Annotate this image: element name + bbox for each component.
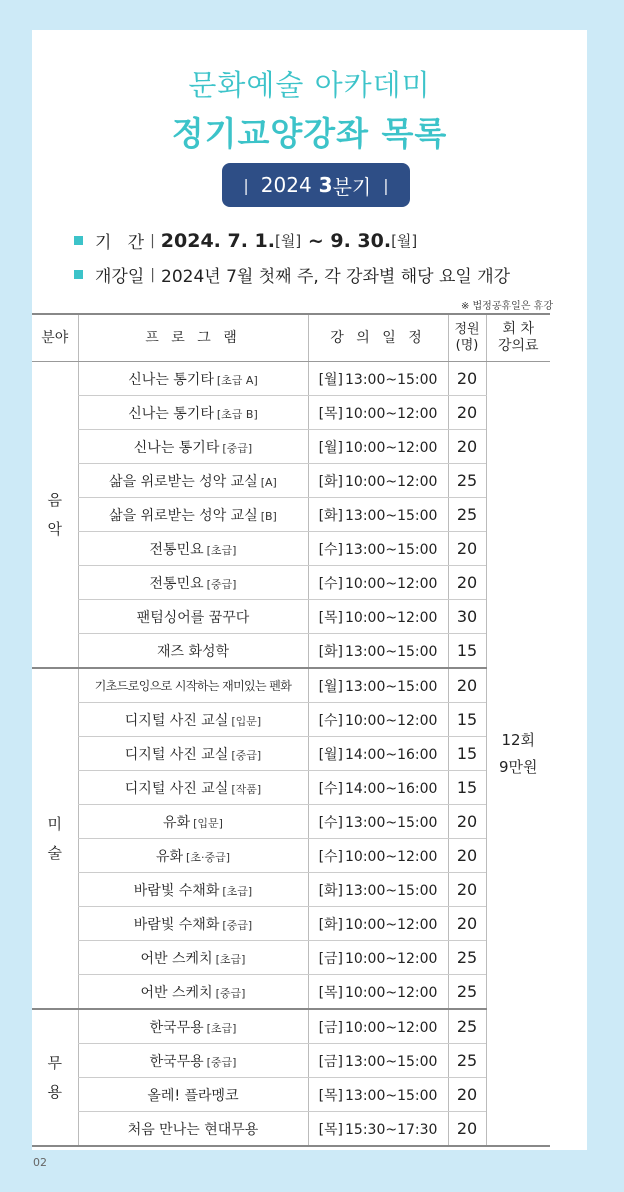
program-title: 전통민요 [149,541,204,558]
schedule-cell [308,464,448,498]
schedule-cell [308,600,448,634]
table-row [32,737,550,771]
capacity-cell: 25 [448,464,486,498]
table-row [32,703,550,737]
opening-label: 개강일 [95,267,145,287]
table-row [32,600,550,634]
program-cell [78,873,308,907]
schedule-day: [화] [318,473,344,490]
capacity-cell: 20 [448,907,486,941]
category-cell: 무 용 [32,1009,78,1146]
schedule-cell [308,771,448,805]
academy-title: 문화예술 아카데미 [188,68,431,102]
table-row [32,1009,550,1044]
capacity-cell: 15 [448,634,486,669]
period-label: 기 간 [95,233,145,253]
schedule-cell [308,362,448,396]
schedule-cell [308,805,448,839]
program-title: 신나는 통기타 [133,439,220,456]
program-level-tag: [입문] [193,816,223,830]
program-cell [78,668,308,703]
table-row [32,362,550,396]
header-fee: 회 차 강의료 [486,314,550,362]
capacity-cell: 20 [448,1078,486,1112]
capacity-cell: 30 [448,600,486,634]
category-cell: 미 술 [32,668,78,1009]
schedule-time: 10:00~12:00 [345,1019,438,1036]
schedule-time: 13:00~15:00 [345,814,438,831]
divider-bar: | [150,232,155,249]
capacity-cell: 20 [448,430,486,464]
schedule-day: [수] [318,780,344,797]
table-row [32,805,550,839]
capacity-cell: 25 [448,1009,486,1044]
program-level-tag: [초급] [206,1021,237,1035]
capacity-cell: 20 [448,532,486,566]
schedule-time: 10:00~12:00 [345,848,438,865]
schedule-time: 10:00~12:00 [345,439,438,456]
header-program: 프 로 그 램 [78,314,308,362]
schedule-day: [수] [318,712,344,729]
program-cell [78,839,308,873]
program-cell [78,1009,308,1044]
table-row [32,634,550,669]
program-cell [78,805,308,839]
program-title: 한국무용 [149,1019,204,1036]
quarter-unit: 분기 [332,174,372,199]
schedule-day: [목] [318,984,344,1001]
table-row [32,839,550,873]
schedule-day: [월] [318,678,344,695]
program-level-tag: [초급] [215,952,246,966]
program-cell [78,600,308,634]
program-level-tag: [초급] [206,543,237,557]
schedule-time: 13:00~15:00 [345,541,438,558]
schedule-cell [308,566,448,600]
table-row [32,396,550,430]
table-row [32,464,550,498]
schedule-time: 10:00~12:00 [345,916,438,933]
opening-text: 2024년 7월 첫째 주, 각 강좌별 해당 요일 개강 [161,267,511,287]
schedule-cell [308,1112,448,1147]
program-title: 전통민요 [149,575,204,592]
page-number: 02 [33,1156,47,1169]
schedule-time: 10:00~12:00 [345,712,438,729]
program-cell [78,362,308,396]
divider-bar: | [150,266,155,283]
table-row [32,771,550,805]
schedule-day: [수] [318,848,344,865]
header-capacity: 정원 (명) [448,314,486,362]
capacity-cell: 15 [448,737,486,771]
program-level-tag: [입문] [231,714,262,728]
program-level-tag: [초급 A] [216,373,258,387]
capacity-cell: 15 [448,703,486,737]
bullet-square-icon [74,236,83,245]
quarter-badge [222,163,410,207]
schedule-cell [308,873,448,907]
program-cell [78,737,308,771]
program-title: 신나는 통기타 [128,371,214,388]
schedule-day: [목] [318,1087,344,1104]
schedule-day: [수] [318,541,344,558]
quarter-number: 3 [318,173,333,197]
fee-sessions: 12회 [501,730,536,749]
program-title: 유화 [155,848,184,865]
period-start: 2024. 7. 1. [160,229,275,252]
period-tilde: ~ [301,229,331,252]
capacity-cell: 15 [448,771,486,805]
period-start-day: [월] [275,232,302,250]
schedule-cell [308,839,448,873]
table-row [32,941,550,975]
table-row [32,907,550,941]
program-title: 재즈 화성학 [156,643,230,660]
program-title: 바람빛 수채화 [133,882,220,899]
schedule-time: 14:00~16:00 [345,780,438,797]
capacity-cell: 20 [448,1112,486,1147]
schedule-day: [금] [318,950,344,967]
schedule-day: [수] [318,575,344,592]
program-level-tag: [중급] [222,441,253,455]
program-cell [78,975,308,1010]
schedule-day: [목] [318,1121,344,1138]
schedule-time: 10:00~12:00 [345,950,438,967]
schedule-day: [화] [318,507,344,524]
schedule-day: [금] [318,1053,344,1070]
program-title: 삶을 위로받는 성악 교실 [109,507,258,524]
program-level-tag: [작품] [231,782,262,796]
program-title: 처음 만나는 현대무용 [127,1121,259,1138]
program-cell [78,771,308,805]
schedule-day: [수] [318,814,344,831]
table-row [32,1078,550,1112]
schedule-cell [308,1078,448,1112]
table-row [32,1044,550,1078]
program-cell [78,498,308,532]
schedule-cell [308,737,448,771]
fee-price: 9만원 [498,757,538,776]
schedule-time: 15:30~17:30 [345,1121,438,1138]
schedule-cell [308,634,448,669]
schedule-time: 13:00~15:00 [345,1053,438,1070]
capacity-cell: 20 [448,873,486,907]
capacity-cell: 25 [448,975,486,1010]
schedule-time: 10:00~12:00 [345,984,438,1001]
program-cell [78,703,308,737]
program-title: 디지털 사진 교실 [124,746,229,763]
capacity-cell: 20 [448,839,486,873]
schedule-time: 13:00~15:00 [345,882,438,899]
program-title: 기초드로잉으로 시작하는 재미있는 펜화 [94,679,292,693]
program-title: 한국무용 [149,1053,204,1070]
table-row [32,566,550,600]
program-title: 삶을 위로받는 성악 교실 [109,473,258,490]
program-title: 디지털 사진 교실 [124,712,229,729]
schedule-day: [화] [318,882,344,899]
category-cell: 음 악 [32,362,78,669]
program-level-tag: [초·중급] [186,850,231,864]
capacity-cell: 20 [448,566,486,600]
capacity-cell: 20 [448,396,486,430]
schedule-time: 13:00~15:00 [345,1087,438,1104]
schedule-day: [목] [318,405,344,422]
program-cell [78,532,308,566]
program-title: 유화 [163,814,191,831]
schedule-day: [월] [318,746,344,763]
period-end-day: [월] [391,232,418,250]
capacity-cell: 25 [448,498,486,532]
program-level-tag: [중급] [206,1055,237,1069]
capacity-cell: 20 [448,362,486,396]
schedule-day: [목] [318,609,344,626]
schedule-cell [308,1009,448,1044]
table-header-row [32,314,550,362]
program-title: 어반 스케치 [140,984,213,1001]
table-row [32,873,550,907]
course-list-title: 정기교양강좌 목록 [171,114,448,153]
schedule-time: 10:00~12:00 [345,609,438,626]
program-title: 신나는 통기타 [128,405,214,422]
fee-cell [486,362,550,1147]
schedule-time: 14:00~16:00 [345,746,438,763]
program-level-tag: [중급] [206,577,237,591]
schedule-time: 13:00~15:00 [345,643,438,660]
program-level-tag: [중급] [222,918,253,932]
program-cell [78,464,308,498]
table-row [32,532,550,566]
schedule-day: [금] [318,1019,344,1036]
program-level-tag: [중급] [231,748,262,762]
program-cell [78,430,308,464]
schedule-day: [월] [318,371,344,388]
program-cell [78,396,308,430]
program-cell [78,1078,308,1112]
bullet-square-icon [74,270,83,279]
period-line [74,228,417,253]
schedule-cell [308,941,448,975]
schedule-cell [308,668,448,703]
table-row [32,498,550,532]
period-end: 9. 30. [330,229,392,252]
schedule-time: 10:00~12:00 [345,405,438,422]
program-cell [78,1044,308,1078]
program-level-tag: [초급 B] [216,407,258,421]
capacity-cell: 20 [448,668,486,703]
schedule-card [32,30,587,1150]
program-level-tag: [초급] [222,884,253,898]
program-cell [78,941,308,975]
course-table [32,313,550,1147]
program-level-tag: [A] [260,475,277,489]
table-row [32,668,550,703]
schedule-cell [308,532,448,566]
schedule-time: 13:00~15:00 [345,371,438,388]
program-title: 디지털 사진 교실 [124,780,229,797]
schedule-time: 13:00~15:00 [345,678,438,695]
program-cell [78,634,308,669]
divider-bar: | [383,175,389,195]
holiday-note: ※ 법정공휴일은 휴강 [460,301,553,312]
schedule-time: 10:00~12:00 [345,473,438,490]
header-schedule: 강 의 일 정 [308,314,448,362]
schedule-time: 10:00~12:00 [345,575,438,592]
schedule-cell [308,703,448,737]
table-row [32,430,550,464]
divider-bar: | [243,175,249,195]
program-level-tag: [중급] [215,986,246,1000]
capacity-cell: 25 [448,1044,486,1078]
table-row [32,975,550,1010]
header-field: 분야 [32,314,78,362]
capacity-cell: 20 [448,805,486,839]
program-level-tag: [B] [260,509,277,523]
schedule-day: [월] [318,439,344,456]
program-title: 올레! 플라멩코 [147,1087,239,1104]
schedule-cell [308,975,448,1010]
schedule-cell [308,396,448,430]
schedule-day: [화] [318,916,344,933]
schedule-time: 13:00~15:00 [345,507,438,524]
program-cell [78,1112,308,1147]
program-title: 바람빛 수채화 [133,916,220,933]
table-row [32,1112,550,1147]
schedule-cell [308,907,448,941]
quarter-year: 2024 [260,173,312,197]
program-cell [78,566,308,600]
schedule-cell [308,498,448,532]
schedule-cell [308,430,448,464]
schedule-cell [308,1044,448,1078]
program-title: 어반 스케치 [140,950,213,967]
schedule-day: [화] [318,643,344,660]
program-cell [78,907,308,941]
opening-line [74,262,510,287]
program-title: 팬텀싱어를 꿈꾸다 [136,609,250,626]
capacity-cell: 25 [448,941,486,975]
